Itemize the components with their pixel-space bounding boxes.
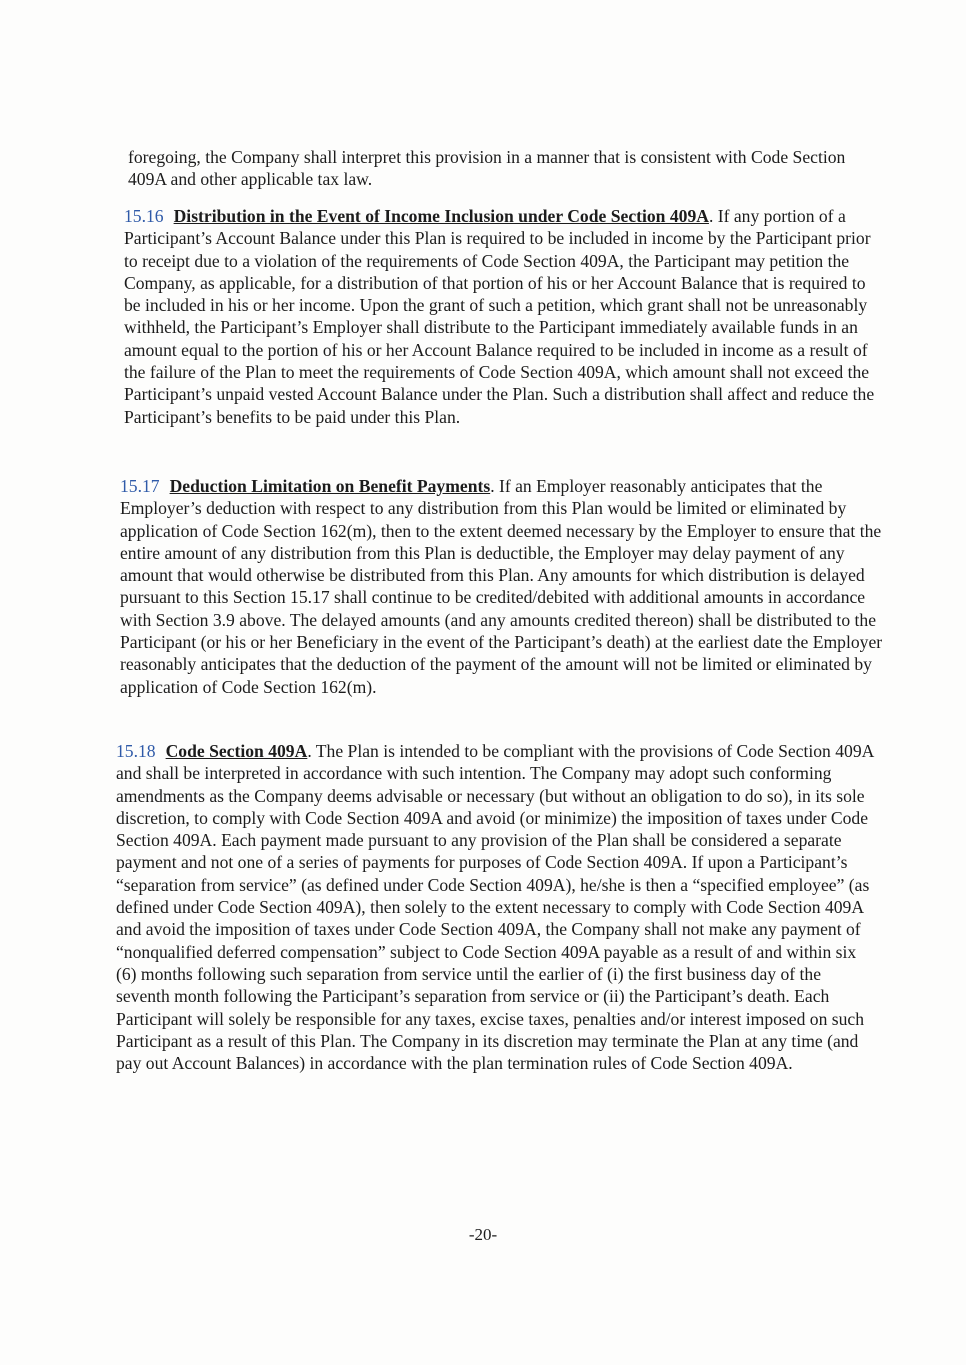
section-15-18 (116, 740, 878, 1074)
section-number: 15.16 (124, 206, 164, 226)
section-body: . If any portion of a Participant’s Account Balance under this Plan is required to be included in income by the Participant prior to receipt due to a violation of the requirements of Code Section 409A, the Participant may petition the Company, as applicable, for a distribution of that portion of his or her Account Balance that is required to be included in his or her income. Upon the grant of such a petition, which grant shall not be unreasonably withheld, the Participant’s Employer shall distribute to the Participant immediately available funds in an amount equal to the portion of his or her Account Balance required to be included in income as a result of the failure of the Plan to meet the requirements of Code Section 409A, which amount shall not exceed the Participant’s unpaid vested Account Balance under the Plan. Such a distribution shall affect and reduce the Participant’s benefits to be paid under this Plan. (124, 206, 875, 427)
section-number: 15.17 (120, 476, 160, 496)
section-heading: Deduction Limitation on Benefit Payments (169, 476, 491, 496)
page-number: -20- (468, 1225, 498, 1244)
intro-paragraph: foregoing, the Company shall interpret this provision in a manner that is consistent with Code Section 409A and other applicable tax law. (128, 147, 846, 190)
section-body: . If an Employer reasonably anticipates that the Employer’s deduction with respect to any distribution from this Plan would be limited or eliminated by application of Code Section 162(m), then to the extent deemed necessary by the Employer to ensure that the entire amount of any distribution from this Plan is deductible, the Employer may delay payment of any amount that would otherwise be distributed from this Plan. Any amounts for which distribution is delayed pursuant to this Section 15.17 shall continue to be credited/debited with additional amounts in accordance with Section 3.9 above. The delayed amounts (and any amounts credited thereon) shall be distributed to the Participant (or his or her Beneficiary in the event of the Participant’s death) at the earliest date the Employer reasonably anticipates that the deduction of the payment of the amount will not be limited or eliminated by application of Code Section 162(m). (120, 476, 883, 697)
section-15-17 (120, 475, 888, 698)
section-15-16 (124, 205, 884, 428)
section-heading: Distribution in the Event of Income Inclusion under Code Section 409A (173, 206, 709, 226)
section-number: 15.18 (116, 741, 156, 761)
section-body: . The Plan is intended to be compliant with the provisions of Code Section 409A and shall be interpreted in accordance with such intention. The Company may adopt such conforming amendments as the Company deems advisable or necessary (but without an obligation to do so), in its sole discretion, to comply with Code Section 409A and avoid (or minimize) the imposition of taxes under Code Section 409A. Each payment made pursuant to any provision of the Plan shall be considered a separate payment and not one of a series of payments for purposes of Code Section 409A. If upon a Participant’s “separation from service” (as defined under Code Section 409A), he/she is then a “specified employee” (as defined under Code Section 409A), then solely to the extent necessary to comply with Code Section 409A and avoid the imposition of taxes under Code Section 409A, the Company shall not make any payment of “nonqualified deferred compensation” subject to Code Section 409A payable as a result of and within six (6) months following such separation from service until the earlier of (i) the first business day of the seventh month following the Participant’s separation from service or (ii) the Participant’s death. Each Participant will solely be responsible for any taxes, excise taxes, penalties and/or interest imposed on such Participant as a result of this Plan. The Company in its discretion may terminate the Plan at any time (and pay out Account Balances) in accordance with the plan termination rules of Code Section 409A. (116, 741, 874, 1074)
section-heading: Code Section 409A (165, 741, 308, 761)
